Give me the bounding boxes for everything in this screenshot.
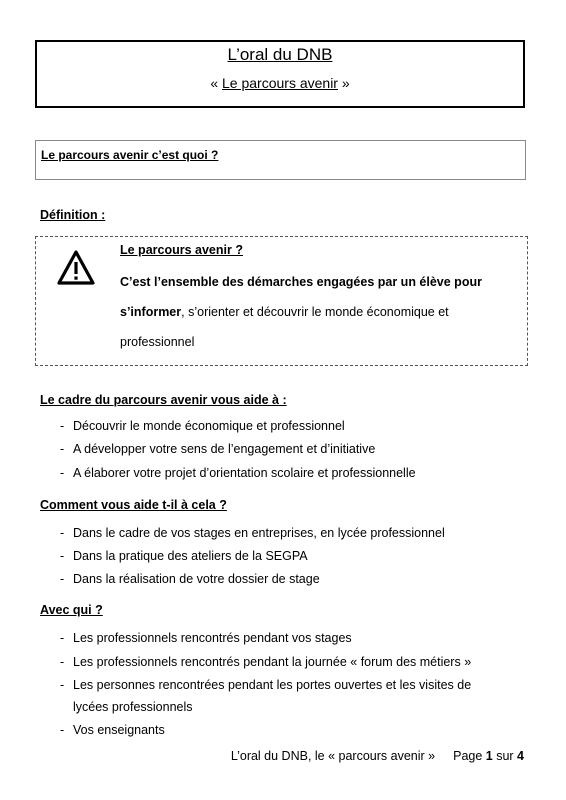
list-item-text: Dans la réalisation de votre dossier de stage — [73, 572, 320, 586]
list-item — [60, 442, 375, 456]
question-box — [35, 140, 526, 180]
bullet-dash: - — [60, 549, 65, 563]
list-item — [60, 549, 308, 563]
footer-page-total: 4 — [517, 749, 524, 763]
definition-line-1: C’est l’ensemble des démarches engagées par un élève pour — [120, 275, 482, 289]
list-item — [60, 572, 320, 586]
list-item — [60, 723, 165, 737]
footer-doc-title: L’oral du DNB, le « parcours avenir » — [230, 749, 436, 763]
definition-title: Le parcours avenir ? — [120, 243, 243, 257]
definition-line-3: professionnel — [120, 335, 195, 349]
definition-heading: Définition : — [40, 208, 106, 222]
list-item-text: Vos enseignants — [73, 723, 165, 737]
bullet-dash: - — [60, 442, 65, 456]
section-heading-comment: Comment vous aide t-il à cela ? — [40, 498, 227, 512]
list-item-text: Les professionnels rencontrés pendant la journée « forum des métiers » — [73, 655, 472, 669]
bullet-dash: - — [60, 466, 65, 480]
bullet-dash: - — [60, 419, 65, 433]
footer-page-word: Page — [453, 749, 486, 763]
list-item — [60, 678, 471, 692]
list-item — [60, 631, 352, 645]
bullet-dash: - — [60, 572, 65, 586]
list-item-text: A développer votre sens de l’engagement et d’initiative — [73, 442, 376, 456]
page-footer — [231, 749, 524, 763]
list-item-text: Les professionnels rencontrés pendant vos stages — [73, 631, 352, 645]
list-item-text: Les personnes rencontrées pendant les portes ouvertes et les visites de — [73, 678, 472, 692]
bullet-dash: - — [60, 678, 65, 692]
list-item-text: Dans le cadre de vos stages en entreprises, en lycée professionnel — [73, 526, 445, 540]
list-item-text: Découvrir le monde économique et professionnel — [73, 419, 345, 433]
question-label: Le parcours avenir c’est quoi ? — [41, 148, 219, 162]
list-item — [60, 526, 445, 540]
subtitle-text: Le parcours avenir — [222, 75, 338, 91]
title-box — [35, 40, 525, 108]
definition-box — [35, 236, 528, 366]
list-item — [60, 466, 416, 480]
bullet-dash: - — [60, 526, 65, 540]
list-item — [60, 419, 345, 433]
definition-line-2 — [120, 305, 449, 319]
document-subtitle — [37, 75, 523, 91]
warning-triangle-icon — [56, 249, 96, 287]
section-heading-avec-qui: Avec qui ? — [40, 603, 103, 617]
bullet-dash: - — [60, 631, 65, 645]
list-item — [60, 655, 471, 669]
definition-line-2-rest: , s’orienter et découvrir le monde économique et — [181, 305, 449, 319]
subtitle-close-quote: » — [337, 75, 350, 91]
document-title: L’oral du DNB — [227, 45, 333, 64]
footer-of-word: sur — [492, 749, 518, 763]
list-item-text: A élaborer votre projet d’orientation scolaire et professionnelle — [73, 466, 416, 480]
bullet-dash: - — [60, 723, 65, 737]
list-item-text: Dans la pratique des ateliers de la SEGPA — [73, 549, 308, 563]
definition-line-2-bold: s’informer — [120, 305, 182, 319]
section-heading-cadre: Le cadre du parcours avenir vous aide à : — [40, 393, 287, 407]
subtitle-open-quote: « — [210, 75, 223, 91]
list-item-continuation: lycées professionnels — [73, 700, 193, 714]
bullet-dash: - — [60, 655, 65, 669]
footer-page-number: 1 — [485, 749, 493, 763]
